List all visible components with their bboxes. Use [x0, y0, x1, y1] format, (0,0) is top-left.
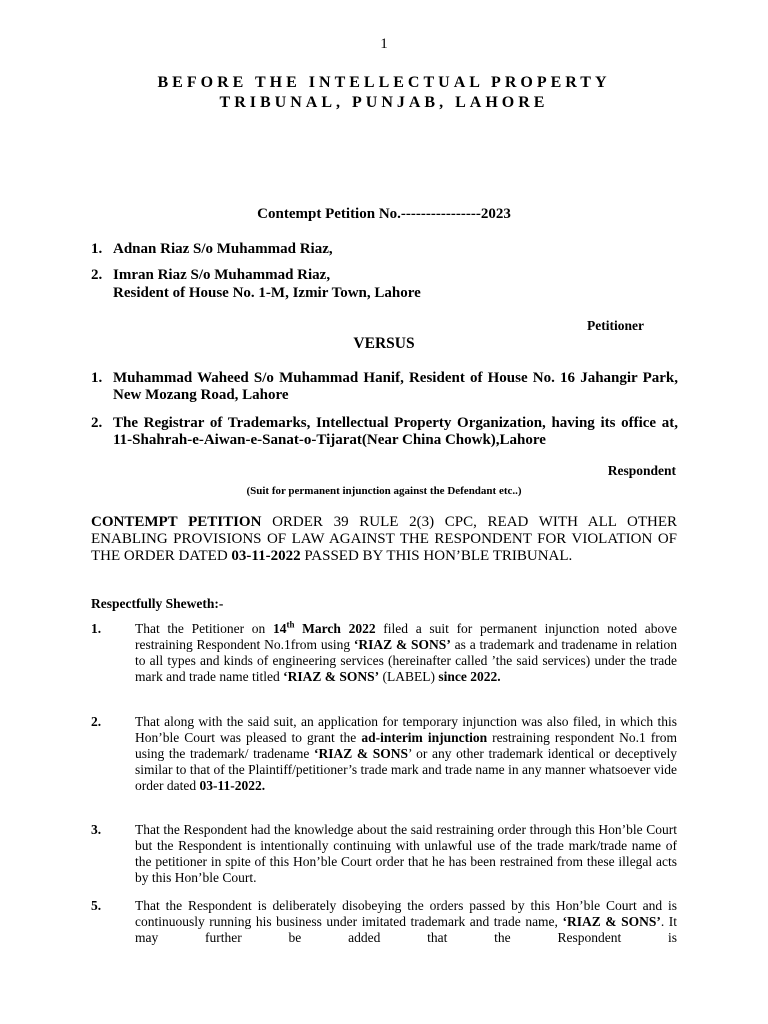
para-2-number: 2.	[91, 714, 102, 729]
para-5-number: 5.	[91, 898, 102, 913]
para-2-part: restraining respondent No.1 from using the trademark/ tradename	[135, 730, 677, 761]
court-title-line-1: BEFORE THE INTELLECTUAL PROPERTY	[157, 74, 611, 91]
respondent-1-details: Muhammad Waheed S/o Muhammad Hanif, Resident of House No. 16 Jahangir Park, New Mozang Road, Lahore	[113, 370, 678, 403]
petitioner-label: Petitioner	[587, 318, 644, 333]
petitioner-2-name: Imran Riaz S/o Muhammad Riaz,	[113, 267, 331, 283]
para-1-part: filed a suit for permanent injunction noted above restraining Respondent No.1from using	[135, 621, 677, 652]
para-1-since: since 2022.	[438, 669, 501, 684]
para-1-trademark: ‘RIAZ & SONS’	[353, 637, 451, 652]
para-1-trademark: ‘RIAZ & SONS’	[283, 669, 380, 684]
versus-label: VERSUS	[353, 335, 415, 352]
para-1-text	[135, 621, 677, 685]
petition-title: Contempt Petition No.----------------2023	[257, 206, 511, 222]
para-3-number: 3.	[91, 822, 102, 837]
petitioner-1-name: Adnan Riaz S/o Muhammad Riaz,	[113, 241, 333, 257]
contempt-heading-lead: CONTEMPT PETITION	[91, 514, 262, 530]
page-number: 1	[380, 36, 388, 52]
para-3-text: That the Respondent had the knowledge about the said restraining order through this Hon’ble Court but the Respondent is intentionally continuing with unlawful use of the trade mark/trade name of the petitioner in spite of this Hon’ble Court order that he has been restrained from these illegal acts by this Hon’ble Court.	[135, 822, 677, 885]
respectfully-sheweth: Respectfully Sheweth:-	[91, 596, 224, 611]
petitioner-2-number: 2.	[91, 267, 103, 283]
contempt-heading-date: 03-11-2022	[231, 548, 301, 564]
para-2-ad-interim: ad-interim injunction	[361, 730, 488, 745]
para-5-part: . It may further be added that the Respondent is	[135, 914, 678, 945]
para-1-day: 14	[272, 621, 287, 636]
para-2-text	[135, 714, 677, 794]
para-5-text	[135, 898, 677, 946]
contempt-heading-tail: PASSED BY THIS HON’BLE TRIBUNAL.	[304, 548, 573, 564]
para-5-part: That the Respondent is deliberately disobeying the orders passed by this Hon’ble Court and is continuously running his business under imitated trademark and trade name,	[135, 898, 677, 929]
para-1-number: 1.	[91, 621, 102, 636]
para-1-part: as a trademark and tradename in relation to all types and kinds of engineering services (hereinafter called ’the said services) under the trade mark and trade name titled	[135, 637, 677, 684]
petitioner-2-address: Resident of House No. 1-M, Izmir Town, Lahore	[113, 285, 421, 301]
para-1-month: March 2022	[294, 621, 376, 636]
para-5-trademark: ‘RIAZ & SONS’	[562, 914, 661, 929]
respondent-2-details: The Registrar of Trademarks, Intellectual Property Organization, having its office at, 11-Shahrah-e-Aiwan-e-Sanat-o-Tijarat(Near China Chowk),Lahore	[113, 415, 678, 448]
court-title-line-2: TRIBUNAL, PUNJAB, LAHORE	[219, 94, 549, 111]
respondent-2-number: 2.	[91, 415, 103, 431]
para-1-ordinal: th	[286, 619, 295, 630]
respondent-1-number: 1.	[91, 370, 103, 386]
para-2-part: That along with the said suit, an application for temporary injunction was also filed, in which this Hon’ble Court was pleased to grant the	[135, 714, 677, 745]
para-1-part: That the Petitioner on	[135, 621, 273, 636]
petitioner-1-number: 1.	[91, 241, 103, 257]
contempt-heading-text: ORDER 39 RULE 2(3) CPC, READ WITH ALL OTHER ENABLING PROVISIONS OF LAW AGAINST THE RESPONDENT FOR VIOLATION OF THE ORDER DATED	[91, 514, 678, 564]
para-2-trademark: ‘RIAZ & SONS	[313, 746, 408, 761]
para-1-part: (LABEL)	[379, 669, 439, 684]
para-2-date: 03-11-2022.	[199, 778, 266, 793]
contempt-heading	[91, 514, 677, 565]
respondent-label: Respondent	[607, 463, 676, 478]
para-2-part: ’ or any other trademark identical or deceptively similar to that of the Plaintiff/petitioner’s trade mark and trade name in any manner whatsoever vide order dated	[135, 746, 678, 793]
suit-note: (Suit for permanent injunction against the Defendant etc..)	[246, 485, 522, 497]
